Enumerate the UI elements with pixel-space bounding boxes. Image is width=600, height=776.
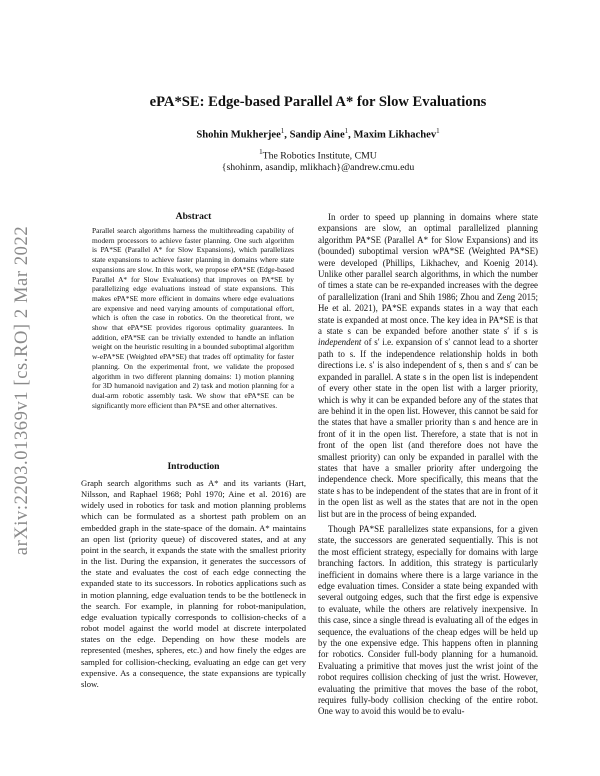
- author-emails: {shohinm, asandip, mlikhach}@andrew.cmu.edu: [221, 162, 415, 174]
- paragraph-text: In order to speed up planning in domains where state expansions are slow, an optimal parallelized planning algorithm PA*SE (Parallel A* for Slow Expansions) and its (bounded) suboptimal version wPA*SE (Weighted PA*SE) were developed (Phillips, Likhachev, and Koenig 2014). Unlike other parallel search algorithms, in which the number of times a state can be re-expanded increases with the degree of parallelization (Irani and Shih 1986; Zhou and Zeng 2015; He et al. 2021), PA*SE expands states in a way that each state is expanded at most once. The key idea in PA*SE is that a state s can be expanded before another state s′ if s is: [318, 212, 538, 337]
- affiliation-block: [60, 146, 576, 174]
- body-paragraph: Though PA*SE parallelizes state expansions, for a given state, the successors are generated sequentially. This is not the most efficient strategy, especially for domains with large branching factors. In addition, this strategy is particularly inefficient in domains where there is a large variance in the edge evaluation times. Consider a state being expanded with several outgoing edges, such that the first edge is expensive to evaluate, while the others are relatively inexpensive. In this case, since a single thread is evaluating all of the edges in sequence, the evaluations of the cheap edges will be held up by the one expensive edge. This happens often in planning for robotics. Consider full-body planning for a humanoid. Evaluating a primitive that moves just the wrist joint of the robot requires collision checking of just the wrist. However, evaluating the primitive that moves the base of the robot, requires fully-body collision checking of the entire robot. One way to avoid this would be to evalu-: [318, 523, 538, 717]
- affiliation-mark: 1: [259, 148, 263, 156]
- author-affil-mark: 1: [344, 127, 349, 135]
- abstract-text: Parallel search algorithms harness the multithreading capability of modern processors to achieve faster planning. One such algorithm is PA*SE (Parallel A* for Slow Expansions), which parallelizes state expansions to achieve faster planning in domains where state expansions are slow. In this work, we propose ePA*SE (Edge-based Parallel A* for Slow Evaluations) that improves on PA*SE by parallelizing edge evaluations instead of state expansions. This makes ePA*SE more efficient in domains where edge evaluations are expensive and need varying amounts of computational effort, which is often the case in robotics. On the theoretical front, we show that ePA*SE provides rigorous optimality guarantees. In addition, ePA*SE can be trivially extended to handle an inflation weight on the heuristic resulting in a bounded suboptimal algorithm w-ePA*SE (Weighted ePA*SE) that trades off optimality for faster planning. On the experimental front, we validate the proposed algorithm in two different planning domains: 1) motion planning for 3D humanoid navigation and 2) task and motion planning for a dual-arm robotic assembly task. We show that ePA*SE can be significantly more efficient than PA*SE and other alternatives.: [92, 226, 294, 410]
- paragraph-text: of s′ i.e. expansion of s′ cannot lead to a shorter path to s. If the independence relationship holds in both directions i.e. s′ is also independent of s, then s and s′ can be expanded in parallel. A state s in the open list is independent of every other state in the open list with a larger priority, which is why it can be expanded before any of the states that are behind it in the open list. However, this cannot be said for the states that have a smaller priority than s and hence are in front of it in the open list. Therefore, a state that is not in front of the open list (and therefore does not have the smallest priority) can only be expanded in parallel with the states that have a smaller priority after undergoing the independence check. More specifically, this means that the state s has to be independent of the states that are in front of it in the open list as well as the states that are not in the open list but are in the process of being expanded.: [318, 337, 538, 519]
- author-list: Shohin Mukherjee$^1$, Sandip Aine$^1$, Maxim Likhachev$^1$: [196, 127, 440, 141]
- affiliation-line: [60, 146, 576, 162]
- introduction-heading-wrap: [81, 461, 306, 472]
- affiliation-text: The Robotics Institute, CMU: [262, 150, 377, 162]
- abstract-heading: Abstract: [175, 211, 212, 222]
- arxiv-id: arXiv:2203.01369v1 [cs.RO] 2 Mar 2022: [12, 225, 33, 555]
- author-name: Shohin Mukherjee: [196, 129, 281, 141]
- introduction-paragraph: Graph search algorithms such as A* and its variants (Hart, Nilsson, and Raphael 1968; Pohl 1970; Aine et al. 2016) are widely used in robotics for task and motion planning problems which can be formulated as a shortest path problem on an embedded graph in the state-space of the domain. A* maintains an open list (priority queue) of discovered states, and at any point in the search, it expands the state with the smallest priority in the list. During the expansion, it generates the successors of the state and evaluates the cost of each edge connecting the expanded state to its successors. In robotics applications such as in motion planning, edge evaluation tends to be the bottleneck in the search. For example, in planning for robot-manipulation, edge evaluation typically corresponds to collision-checks of a robot model against the world model at discrete interpolated states on the edge. Depending on how these models are represented (meshes, spheres, etc.) and how finely the edges are sampled for collision-checking, evaluating an edge can get very expensive. As a consequence, the state expansions are typically slow.: [81, 478, 306, 689]
- author-name: Maxim Likhachev: [353, 129, 437, 141]
- right-column: [318, 212, 538, 718]
- emphasis-text: independent: [318, 337, 362, 348]
- author-affil-mark: 1: [436, 127, 440, 135]
- author-name: Sandip Aine: [289, 129, 345, 141]
- body-paragraph: [318, 212, 538, 520]
- paper-title: ePA*SE: Edge-based Parallel A* for Slow Evaluations: [149, 94, 487, 110]
- author-affil-mark: 1: [280, 127, 285, 135]
- abstract-heading-wrap: [81, 211, 306, 222]
- introduction-heading: Introduction: [167, 461, 220, 472]
- arxiv-sidebar-stamp: [6, 160, 40, 620]
